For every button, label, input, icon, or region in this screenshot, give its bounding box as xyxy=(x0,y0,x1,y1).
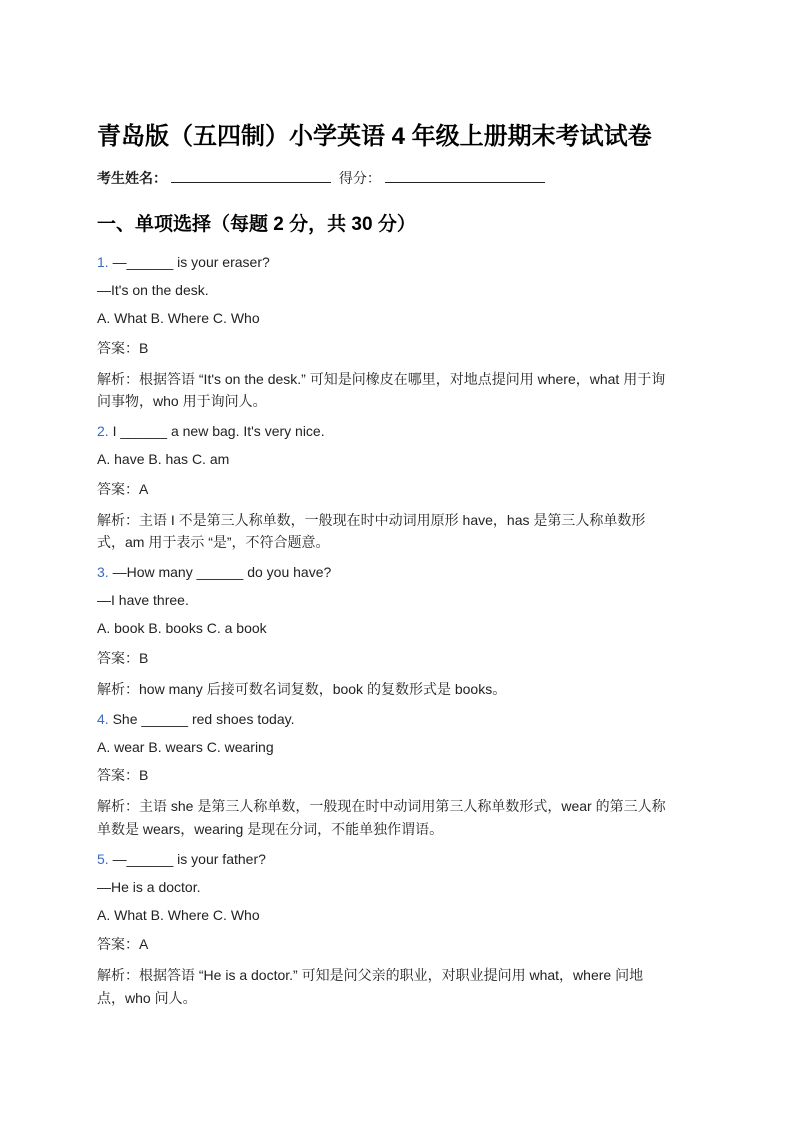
question-answer: 答案：A xyxy=(97,936,149,952)
question-number: 4. xyxy=(97,711,109,727)
question-explanation-cont: 问事物，who 用于询问人。 xyxy=(97,393,267,409)
question-stem xyxy=(97,561,331,583)
student-info xyxy=(97,167,549,189)
question-explanation-cont: 点，who 问人。 xyxy=(97,990,197,1006)
question-reply: —I have three. xyxy=(97,592,189,608)
question-stem xyxy=(97,708,294,730)
question-options: A. have B. has C. am xyxy=(97,451,230,467)
question-reply: —It's on the desk. xyxy=(97,282,209,298)
question-answer: 答案：B xyxy=(97,340,149,356)
question-options: A. What B. Where C. Who xyxy=(97,907,260,923)
question-options: A. book B. books C. a book xyxy=(97,620,267,636)
question-explanation: 解析：根据答语 “He is a doctor.” 可知是问父亲的职业，对职业提问用 what，where 问地 xyxy=(97,967,644,983)
question-number: 3. xyxy=(97,564,109,580)
question-text: —______ is your father? xyxy=(112,851,266,867)
question-answer: 答案：B xyxy=(97,767,149,783)
section-title: 一、单项选择（每题 2 分，共 30 分） xyxy=(97,214,416,235)
question-number: 2. xyxy=(97,423,109,439)
question-explanation: 解析：how many 后接可数名词复数，book 的复数形式是 books。 xyxy=(97,681,507,697)
score-label: 得分： xyxy=(338,170,381,186)
question-text: I ______ a new bag. It's very nice. xyxy=(112,423,325,439)
question-text: She ______ red shoes today. xyxy=(112,711,295,727)
question-answer: 答案：A xyxy=(97,481,149,497)
question-text: —How many ______ do you have? xyxy=(112,564,332,580)
score-blank xyxy=(385,168,545,183)
question-explanation: 解析：根据答语 “It's on the desk.” 可知是问橡皮在哪里，对地点提问用 where，what 用于询 xyxy=(97,371,666,387)
question-stem xyxy=(97,251,270,273)
page-title: 青岛版（五四制）小学英语 4 年级上册期末考试试卷 xyxy=(97,123,652,150)
question-explanation-cont: 式，am 用于表示 “是”，不符合题意。 xyxy=(97,534,330,550)
question-options: A. What B. Where C. Who xyxy=(97,310,260,326)
question-answer: 答案：B xyxy=(97,650,149,666)
name-blank xyxy=(171,168,331,183)
question-number: 1. xyxy=(97,254,109,270)
name-label: 考生姓名： xyxy=(97,170,167,186)
question-explanation: 解析：主语 she 是第三人称单数，一般现在时中动词用第三人称单数形式，wear 的第三人称 xyxy=(97,798,666,814)
question-explanation: 解析：主语 I 不是第三人称单数，一般现在时中动词用原形 have，has 是第三人称单数形 xyxy=(97,512,646,528)
question-reply: —He is a doctor. xyxy=(97,879,201,895)
question-explanation-cont: 单数是 wears，wearing 是现在分词，不能单独作谓语。 xyxy=(97,821,444,837)
question-text: —______ is your eraser? xyxy=(112,254,270,270)
question-options: A. wear B. wears C. wearing xyxy=(97,739,274,755)
question-number: 5. xyxy=(97,851,109,867)
question-stem xyxy=(97,848,266,870)
question-stem xyxy=(97,420,325,442)
